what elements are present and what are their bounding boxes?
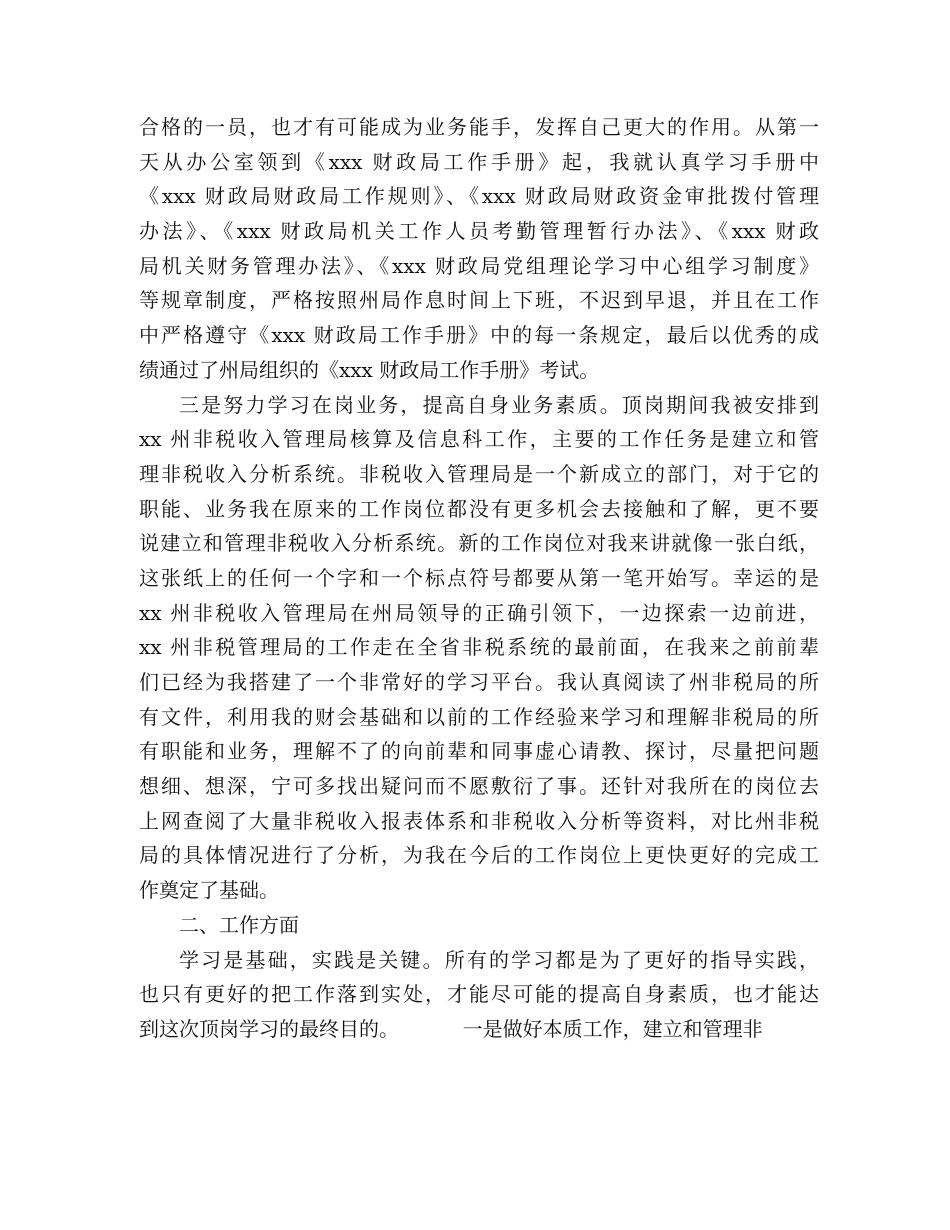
paragraph-first-line: 三是努力学习在岗业务，提高自身业务素质。顶岗期间我被安排到 xyxy=(179,392,819,417)
text-line: 作奠定了基础。 xyxy=(139,878,279,903)
text-line: 们已经为我搭建了一个非常好的学习平台。我认真阅读了州非税局的所 xyxy=(139,670,819,694)
text-line: 理非税收入分析系统。非税收入管理局是一个新成立的部门，对于它的 xyxy=(139,461,819,486)
text-line: 说建立和管理非税收入分析系统。新的工作岗位对我来讲就像一张白纸， xyxy=(139,531,819,556)
text-line: 办法》、《xxx 财政局机关工作人员考勤管理暂行办法》、《xxx 财政 xyxy=(139,219,819,244)
section-heading: 二、工作方面 xyxy=(179,912,299,937)
text-line: 等规章制度，严格按照州局作息时间上下班，不迟到早退，并且在工作 xyxy=(139,288,819,313)
text-line: 有职能和业务，理解不了的向前辈和同事虚心请教、探讨，尽量把问题 xyxy=(139,739,819,764)
text-line: 绩通过了州局组织的《xxx 财政局工作手册》考试。 xyxy=(139,357,600,382)
text-line: 合格的一员，也才有可能成为业务能手，发挥自己更大的作用。从第一 xyxy=(139,115,819,139)
text-line: 天从办公室领到《xxx 财政局工作手册》起，我就认真学习手册中 xyxy=(139,149,819,174)
document-body xyxy=(139,110,819,1047)
text-line: 职能、业务我在原来的工作岗位都没有更多机会去接触和了解，更不要 xyxy=(139,496,819,521)
text-line: 有文件，利用我的财会基础和以前的工作经验来学习和理解非税局的所 xyxy=(139,704,819,729)
text-line: xx 州非税收入管理局在州局领导的正确引领下，一边探索一边前进， xyxy=(139,600,819,625)
text-line: 《xxx 财政局财政局工作规则》、《xxx 财政局财政资金审批拨付管理 xyxy=(139,184,819,209)
text-line: xx 州非税收入管理局核算及信息科工作，主要的工作任务是建立和管 xyxy=(139,427,819,452)
paragraph-first-line: 学习是基础，实践是关键。所有的学习都是为了更好的指导实践， xyxy=(179,947,819,972)
text-line: 局机关财务管理办法》、《xxx 财政局党组理论学习中心组学习制度》 xyxy=(139,253,819,278)
text-line: xx 州非税管理局的工作走在全省非税系统的最前面，在我来之前前辈 xyxy=(139,635,819,660)
text-line: 上网查阅了大量非税收入报表体系和非税收入分析等资料，对比州非税 xyxy=(139,808,819,833)
text-line: 局的具体情况进行了分析，为我在今后的工作岗位上更快更好的完成工 xyxy=(139,843,819,868)
text-line: 也只有更好的把工作落到实处，才能尽可能的提高自身素质，也才能达 xyxy=(139,982,819,1007)
text-line: 这张纸上的任何一个字和一个标点符号都要从第一笔开始写。幸运的是 xyxy=(139,565,819,590)
text-line: 中严格遵守《xxx 财政局工作手册》中的每一条规定，最后以优秀的成 xyxy=(139,323,819,348)
text-line: 想细、想深，宁可多找出疑问而不愿敷衍了事。还针对我所在的岗位去 xyxy=(139,774,819,799)
text-line: 到这次顶岗学习的最终目的。 一是做好本质工作，建立和管理非 xyxy=(139,1016,763,1041)
